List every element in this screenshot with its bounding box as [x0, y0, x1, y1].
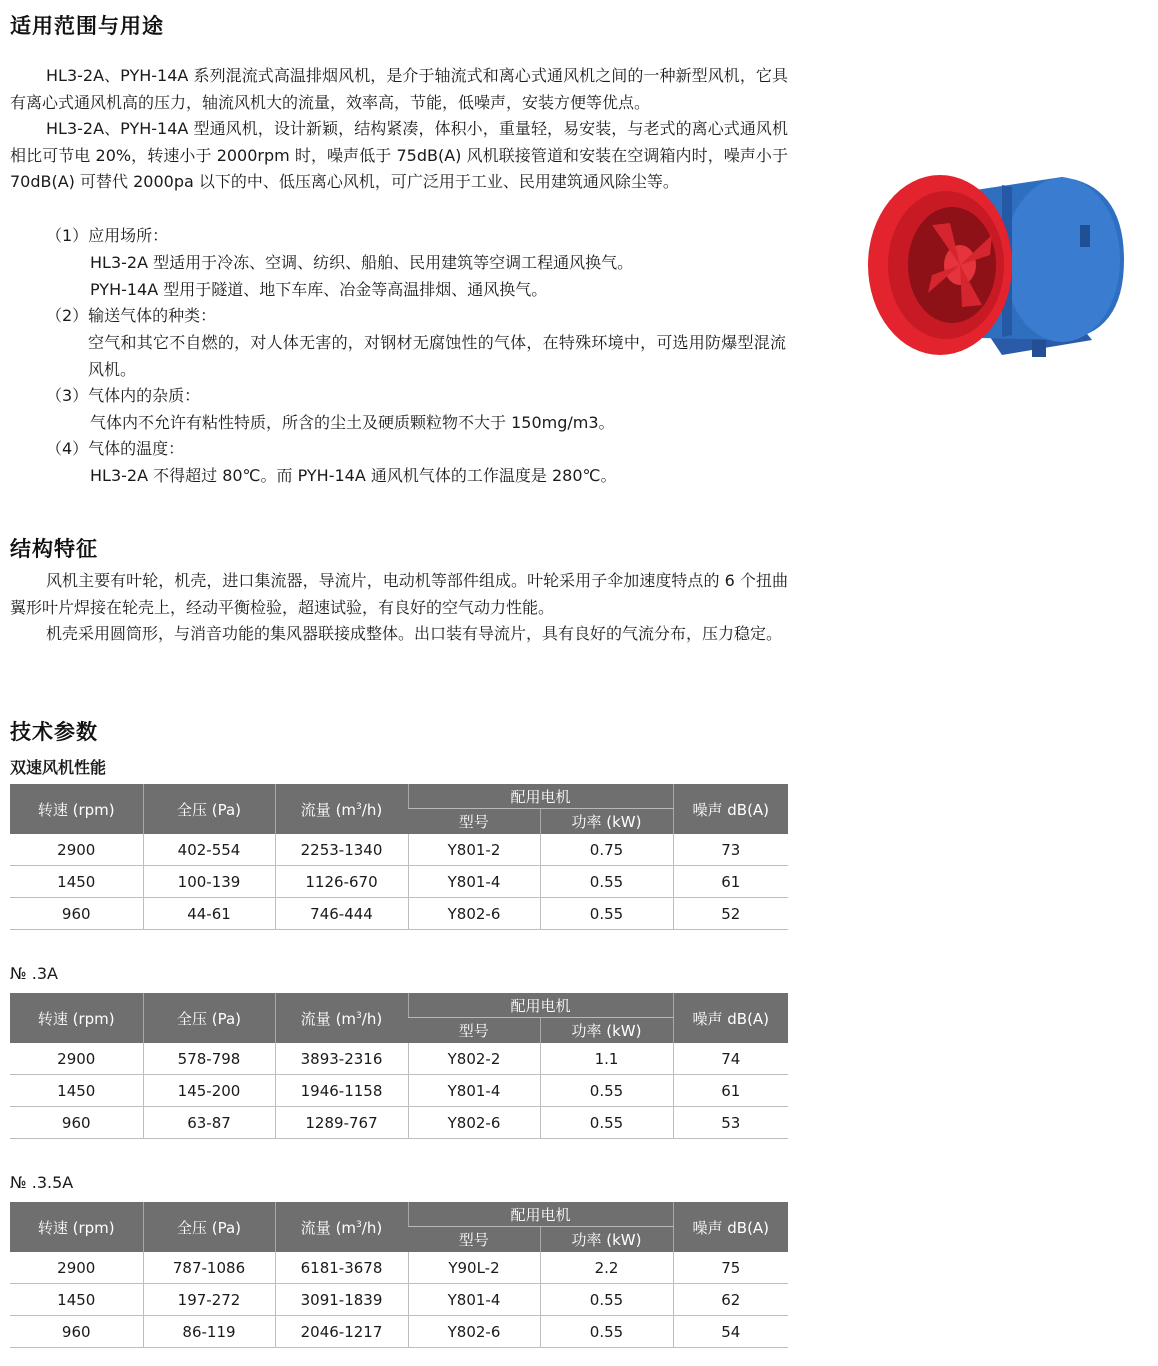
col-pressure: 全压 (Pa) — [143, 784, 275, 834]
spec-table-no35a — [10, 1202, 788, 1348]
cell: 74 — [673, 1043, 788, 1075]
table-row — [10, 1043, 788, 1075]
cell: 2046-1217 — [275, 1316, 408, 1348]
table-caption-no3a: № .3A — [10, 964, 58, 983]
col-noise: 噪声 dB(A) — [673, 993, 788, 1043]
cell: Y801-4 — [408, 1075, 540, 1107]
cell: Y802-6 — [408, 898, 540, 930]
item-1-heading: （1）应用场所： — [46, 226, 169, 245]
cell: 63-87 — [143, 1107, 275, 1139]
cell: 960 — [10, 1107, 143, 1139]
cell: 578-798 — [143, 1043, 275, 1075]
usage-paragraph-1: HL3-2A、PYH-14A 系列混流式高温排烟风机，是介于轴流式和离心式通风机之间的一种新型风机，它具有离心式通风机高的压力，轴流风机大的流量，效率高，节能，低噪声，安装方便等优点。 — [10, 66, 788, 112]
cell: 6181-3678 — [275, 1252, 408, 1284]
col-flow: 流量 $(m^3/h)$ — [275, 993, 408, 1043]
cell: 746-444 — [275, 898, 408, 930]
cell: 54 — [673, 1316, 788, 1348]
cell: Y801-4 — [408, 1284, 540, 1316]
cell: 44-61 — [143, 898, 275, 930]
cell: 75 — [673, 1252, 788, 1284]
cell: 1946-1158 — [275, 1075, 408, 1107]
mixed-flow-fan-image — [862, 165, 1124, 365]
cell: 61 — [673, 866, 788, 898]
structure-paragraphs — [10, 568, 788, 648]
item-1-line-1: HL3-2A 型适用于冷冻、空调、纺织、船舶、民用建筑等空调工程通风换气。 — [90, 253, 634, 272]
cell: 1289-767 — [275, 1107, 408, 1139]
cell: 0.55 — [540, 1107, 673, 1139]
col-pressure: 全压 (Pa) — [143, 993, 275, 1043]
cell: 1450 — [10, 1284, 143, 1316]
item-4-heading: （4）气体的温度： — [46, 439, 185, 458]
cell: 86-119 — [143, 1316, 275, 1348]
col-motor: 配用电机 — [408, 1202, 673, 1227]
cell: 1450 — [10, 1075, 143, 1107]
cell: 0.55 — [540, 1075, 673, 1107]
section-title-usage: 适用范围与用途 — [10, 14, 164, 38]
structure-paragraph-2: 机壳采用圆筒形，与消音功能的集风器联接成整体。出口装有导流片，具有良好的气流分布，压力稳定。 — [46, 624, 783, 644]
cell: 62 — [673, 1284, 788, 1316]
col-speed: 转速 (rpm) — [10, 784, 143, 834]
col-power: 功率 (kW) — [540, 1227, 673, 1253]
cell: 2900 — [10, 1043, 143, 1075]
item-2-heading: （2）输送气体的种类： — [46, 306, 217, 325]
table-caption-no35a: № .3.5A — [10, 1173, 74, 1192]
col-speed: 转速 (rpm) — [10, 993, 143, 1043]
cell: Y802-6 — [408, 1316, 540, 1348]
cell: 2900 — [10, 1252, 143, 1284]
cell: 100-139 — [143, 866, 275, 898]
cell: 3893-2316 — [275, 1043, 408, 1075]
cell: 0.55 — [540, 898, 673, 930]
col-pressure: 全压 (Pa) — [143, 1202, 275, 1252]
cell: 0.55 — [540, 1284, 673, 1316]
cell: 73 — [673, 834, 788, 866]
table-row — [10, 1075, 788, 1107]
table-row — [10, 1107, 788, 1139]
item-3-heading: （3）气体内的杂质： — [46, 386, 201, 405]
table-caption-dual-speed: 双速风机性能 — [10, 758, 107, 777]
cell: 52 — [673, 898, 788, 930]
item-2-line-1: 空气和其它不自燃的，对人体无害的，对钢材无腐蚀性的气体，在特殊环境中，可选用防爆型混流风机。 — [88, 333, 786, 379]
cell: Y801-4 — [408, 866, 540, 898]
cell: 0.55 — [540, 1316, 673, 1348]
col-noise: 噪声 dB(A) — [673, 1202, 788, 1252]
structure-paragraph-1: 风机主要有叶轮，机壳，进口集流器，导流片，电动机等部件组成。叶轮采用子伞加速度特点的 6 个扭曲翼形叶片焊接在轮壳上，经动平衡检验，超速试验，有良好的空气动力性能。 — [10, 571, 788, 617]
cell: 787-1086 — [143, 1252, 275, 1284]
cell: 402-554 — [143, 834, 275, 866]
col-noise: 噪声 dB(A) — [673, 784, 788, 834]
table-row — [10, 1316, 788, 1348]
cell: 0.55 — [540, 866, 673, 898]
col-flow: 流量 $(m^3/h)$ — [275, 1202, 408, 1252]
col-power: 功率 (kW) — [540, 1018, 673, 1044]
cell: 2.2 — [540, 1252, 673, 1284]
col-model: 型号 — [408, 1227, 540, 1253]
col-flow: 流量 $(m^3/h)$ — [275, 784, 408, 834]
col-model: 型号 — [408, 1018, 540, 1044]
cell: Y802-2 — [408, 1043, 540, 1075]
cell: Y90L-2 — [408, 1252, 540, 1284]
cell: 3091-1839 — [275, 1284, 408, 1316]
item-1-line-2: PYH-14A 型用于隧道、地下车库、冶金等高温排烟、通风换气。 — [90, 280, 548, 299]
table-row — [10, 866, 788, 898]
section-title-specs: 技术参数 — [10, 720, 98, 744]
cell: 2253-1340 — [275, 834, 408, 866]
cell: 145-200 — [143, 1075, 275, 1107]
cell: 61 — [673, 1075, 788, 1107]
cell: 1.1 — [540, 1043, 673, 1075]
usage-paragraphs — [10, 63, 788, 196]
mixed-flow-fan-icon — [868, 175, 1124, 357]
table-row — [10, 1252, 788, 1284]
cell: Y802-6 — [408, 1107, 540, 1139]
section-title-structure: 结构特征 — [10, 537, 98, 561]
spec-table-dual-speed — [10, 784, 788, 930]
cell: 0.75 — [540, 834, 673, 866]
spec-table-no3a — [10, 993, 788, 1139]
cell: 2900 — [10, 834, 143, 866]
cell: 960 — [10, 1316, 143, 1348]
cell: 1126-670 — [275, 866, 408, 898]
col-motor: 配用电机 — [408, 993, 673, 1018]
table-row — [10, 898, 788, 930]
table-row — [10, 834, 788, 866]
usage-paragraph-2: HL3-2A、PYH-14A 型通风机，设计新颖，结构紧凑，体积小，重量轻，易安装，与老式的离心式通风机相比可节电 20%，转速小于 2000rpm 时，噪声低于 75dB(A) 风机联接管道和安装在空调箱内时，噪声小于 70dB(A) 可替代 2000pa 以下的中、低压离心风机，可广泛用于工业、民用建筑通风除尘等。 — [10, 119, 788, 192]
col-model: 型号 — [408, 809, 540, 835]
cell: 197-272 — [143, 1284, 275, 1316]
item-3-line-1: 气体内不允许有粘性特质，所含的尘土及硬质颗粒物不大于 150mg/m3。 — [90, 413, 615, 432]
cell: 960 — [10, 898, 143, 930]
col-motor: 配用电机 — [408, 784, 673, 809]
col-speed: 转速 (rpm) — [10, 1202, 143, 1252]
table-row — [10, 1284, 788, 1316]
cell: 53 — [673, 1107, 788, 1139]
cell: 1450 — [10, 866, 143, 898]
item-4-line-1: HL3-2A 不得超过 80℃。而 PYH-14A 通风机气体的工作温度是 280℃。 — [90, 466, 617, 485]
cell: Y801-2 — [408, 834, 540, 866]
col-power: 功率 (kW) — [540, 809, 673, 835]
